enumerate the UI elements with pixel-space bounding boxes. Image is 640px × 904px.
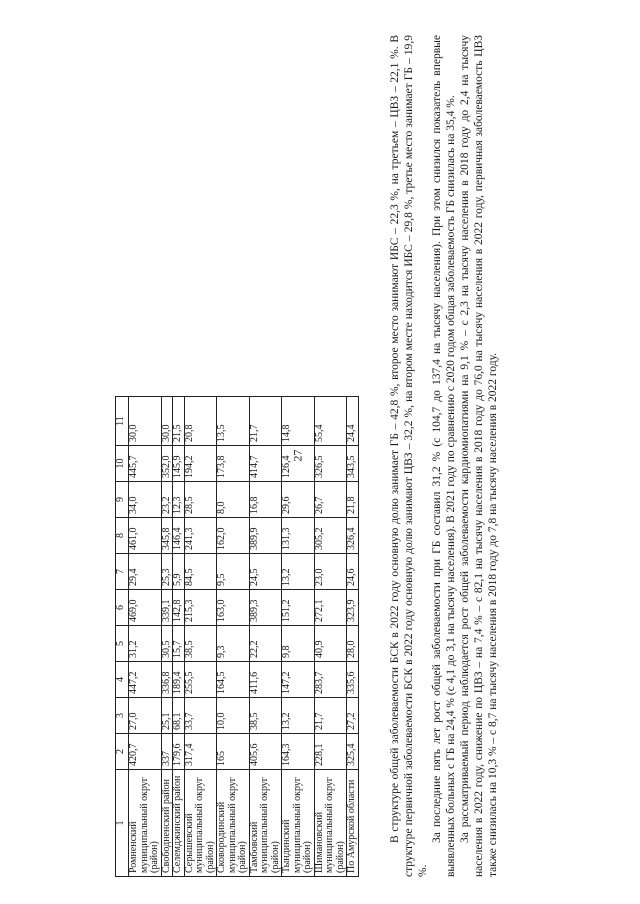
value-cell: 145,9	[173, 446, 185, 482]
value-cell: 21,7	[314, 698, 347, 734]
region-cell: Тындинский муниципальный округ (район)	[282, 770, 315, 877]
value-cell: 131,3	[282, 518, 315, 554]
value-cell: 339,1	[161, 590, 173, 626]
value-cell: 27,2	[347, 698, 359, 734]
value-cell: 13,2	[282, 698, 315, 734]
value-cell: 283,7	[314, 662, 347, 698]
table-row	[217, 397, 250, 877]
table-row	[249, 397, 282, 877]
value-cell: 411,6	[249, 662, 282, 698]
value-cell: 25,3	[161, 554, 173, 590]
value-cell: 164,5	[217, 662, 250, 698]
value-cell: 255,5	[184, 662, 217, 698]
value-cell: 343,5	[347, 446, 359, 482]
region-cell: Селемджинский район	[173, 770, 185, 877]
value-cell: 33,7	[184, 698, 217, 734]
value-cell: 28,0	[347, 626, 359, 662]
value-cell: 461,0	[129, 518, 162, 554]
value-cell: 12,3	[173, 482, 185, 518]
value-cell: 146,4	[173, 518, 185, 554]
value-cell: 317,4	[184, 734, 217, 770]
region-cell: Серышевский муниципальный округ (район)	[184, 770, 217, 877]
value-cell: 9,8	[282, 626, 315, 662]
value-cell: 24,6	[347, 554, 359, 590]
value-cell: 147,2	[282, 662, 315, 698]
table-row	[184, 397, 217, 877]
value-cell: 29,4	[129, 554, 162, 590]
value-cell: 272,1	[314, 590, 347, 626]
value-cell: 21,7	[249, 397, 282, 446]
value-cell: 163,0	[217, 590, 250, 626]
value-cell: 151,2	[282, 590, 315, 626]
value-cell: 31,2	[129, 626, 162, 662]
value-cell: 25,1	[161, 698, 173, 734]
value-cell: 241,3	[184, 518, 217, 554]
column-header: 9	[116, 482, 129, 518]
value-cell: 162,0	[217, 518, 250, 554]
value-cell: 16,8	[249, 482, 282, 518]
value-cell: 323,9	[347, 590, 359, 626]
paragraph: В структуре общей заболеваемости БСК в 2022 году основную долю занимает ГБ – 42,8 %, второе место занимают ИБС – 22,3 %, на третьем – ЦВЗ – 22,1 %. В структуре первичной заболеваемости БСК в 2022 году основную долю занимают ЦВЗ – 32,2 %, на втором месте находится ИБС – 29,8 %, третье место занимает ГБ – 19,9 %.	[389, 35, 429, 877]
value-cell: 29,6	[282, 482, 315, 518]
region-cell: Шимановский муниципальный округ (район)	[314, 770, 347, 877]
value-cell: 337	[161, 734, 173, 770]
paragraph: За рассматриваемый период наблюдается рост общей заболеваемости кардиомиопатиями на 9,1 % – с 2,3 на тысячу населения в 2018 году до 2,4 на тысячу населения в 2022 году, снижение по ЦВЗ – на 7,4 % – с 82,1 на тысячу населения в 2018 году до 76,0 на тысячу населения в 2022 году, первичная заболеваемость ЦВЗ также снизилась на 10,3 % – с 8,7 на тысячу населения в 2018 году до 7,8 на тысячу населения в 2022 году.	[459, 35, 499, 877]
value-cell: 165	[217, 734, 250, 770]
value-cell: 15,7	[173, 626, 185, 662]
value-cell: 26,7	[314, 482, 347, 518]
value-cell: 336,8	[161, 662, 173, 698]
region-cell: Свободненский район	[161, 770, 173, 877]
morbidity-table	[115, 396, 359, 877]
value-cell: 420,7	[129, 734, 162, 770]
value-cell: 389,9	[249, 518, 282, 554]
value-cell: 447,2	[129, 662, 162, 698]
body-text	[388, 35, 500, 877]
value-cell: 38,5	[184, 626, 217, 662]
region-cell: Тамбовский муниципальный округ (район)	[249, 770, 282, 877]
value-cell: 8,0	[217, 482, 250, 518]
value-cell: 9,3	[217, 626, 250, 662]
value-cell: 23,2	[161, 482, 173, 518]
value-cell: 30,5	[161, 626, 173, 662]
column-header: 4	[116, 662, 129, 698]
value-cell: 215,3	[184, 590, 217, 626]
value-cell: 345,8	[161, 518, 173, 554]
column-header: 1	[116, 770, 129, 877]
value-cell: 55,4	[314, 397, 347, 446]
table-row	[161, 397, 173, 877]
region-cell: По Амурской области	[347, 770, 359, 877]
value-cell: 40,9	[314, 626, 347, 662]
value-cell: 28,5	[184, 482, 217, 518]
column-header: 6	[116, 590, 129, 626]
value-cell: 30,0	[129, 397, 162, 446]
value-cell: 305,2	[314, 518, 347, 554]
value-cell: 38,5	[249, 698, 282, 734]
column-header: 8	[116, 518, 129, 554]
table-row	[314, 397, 347, 877]
value-cell: 24,4	[347, 397, 359, 446]
value-cell: 326,4	[347, 518, 359, 554]
column-header: 11	[116, 397, 129, 446]
column-header: 10	[116, 446, 129, 482]
value-cell: 228,1	[314, 734, 347, 770]
value-cell: 5,9	[173, 554, 185, 590]
value-cell: 179,6	[173, 734, 185, 770]
region-cell: Сковородинский муниципальный округ (район)	[217, 770, 250, 877]
column-header: 5	[116, 626, 129, 662]
value-cell: 14,8	[282, 397, 315, 446]
table-header-row	[116, 397, 129, 877]
value-cell: 389,3	[249, 590, 282, 626]
table-row	[282, 397, 315, 877]
page-number: 27	[290, 449, 305, 462]
value-cell: 194,2	[184, 446, 217, 482]
value-cell: 9,5	[217, 554, 250, 590]
value-cell: 405,6	[249, 734, 282, 770]
value-cell: 68,1	[173, 698, 185, 734]
value-cell: 414,7	[249, 446, 282, 482]
value-cell: 164,3	[282, 734, 315, 770]
table-row	[347, 397, 359, 877]
value-cell: 10,0	[217, 698, 250, 734]
table-row	[173, 397, 185, 877]
value-cell: 142,8	[173, 590, 185, 626]
value-cell: 469,0	[129, 590, 162, 626]
column-header: 2	[116, 734, 129, 770]
column-header: 7	[116, 554, 129, 590]
value-cell: 24,5	[249, 554, 282, 590]
value-cell: 20,8	[184, 397, 217, 446]
value-cell: 325,4	[347, 734, 359, 770]
table-row	[129, 397, 162, 877]
value-cell: 326,5	[314, 446, 347, 482]
value-cell: 22,2	[249, 626, 282, 662]
paragraph: За последние пять лет рост общей заболеваемости при ГБ составил 31,2 % (с 104,7 до 137,4 на тысячу населения). При этом снизился показатель впервые выявленных больных с ГБ на 24,4 % (с 4,1 до 3,1 на тысячу населения). В 2021 году по сравнению с 2020 годом общая заболеваемость ГБ снизилась на 35,4 %.	[431, 35, 457, 877]
value-cell: 21,5	[173, 397, 185, 446]
value-cell: 189,4	[173, 662, 185, 698]
value-cell: 34,0	[129, 482, 162, 518]
value-cell: 352,0	[161, 446, 173, 482]
value-cell: 445,7	[129, 446, 162, 482]
value-cell: 27,0	[129, 698, 162, 734]
value-cell: 23,0	[314, 554, 347, 590]
value-cell: 13,5	[217, 397, 250, 446]
value-cell: 335,6	[347, 662, 359, 698]
value-cell: 84,5	[184, 554, 217, 590]
value-cell: 21,8	[347, 482, 359, 518]
value-cell: 126,4	[282, 446, 315, 482]
value-cell: 13,2	[282, 554, 315, 590]
region-cell: Ромненский муниципальный округ (район)	[129, 770, 162, 877]
value-cell: 30,0	[161, 397, 173, 446]
value-cell: 173,8	[217, 446, 250, 482]
column-header: 3	[116, 698, 129, 734]
